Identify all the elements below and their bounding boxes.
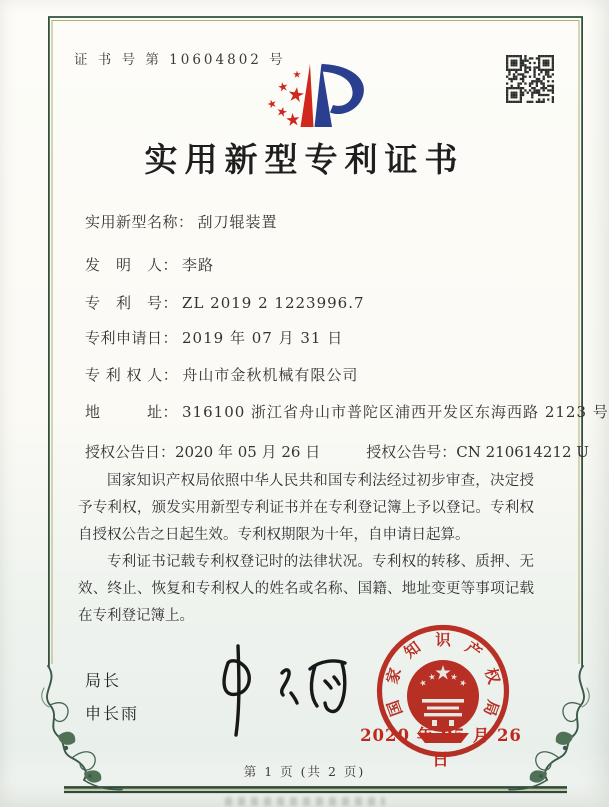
field-label: 地 址： bbox=[85, 403, 179, 421]
field-filing-date bbox=[85, 327, 343, 348]
certificate-title: 实用新型专利证书 bbox=[144, 140, 465, 179]
field-label: 发 明 人： bbox=[85, 256, 179, 274]
grant-date-label: 授权公告日： bbox=[85, 443, 176, 461]
field-label: 专利申请日： bbox=[85, 329, 179, 347]
field-value: 刮刀辊装置 bbox=[197, 213, 278, 231]
seal-char: 家 bbox=[382, 665, 405, 687]
field-value: 舟山市金秋机械有限公司 bbox=[182, 366, 359, 384]
page-indicator: 第 1 页 (共 2 页) bbox=[243, 764, 366, 779]
certificate-number: 证 书 号 第 10604802 号 bbox=[74, 52, 286, 68]
field-label: 专 利 权 人： bbox=[85, 366, 179, 384]
qr-code-icon bbox=[506, 55, 554, 103]
bleed-through-text bbox=[225, 797, 385, 806]
seal-date: 2020 年 05 月 26 日 bbox=[360, 726, 522, 769]
seal-char: 识 bbox=[435, 630, 451, 649]
signer-title: 局长 bbox=[85, 671, 122, 690]
signer-name: 申长雨 bbox=[85, 704, 140, 723]
legal-paragraph-2: 专利证书记载专利权登记时的法律状况。专利权的转移、质押、无效、终止、恢复和专利权人的姓名或名称、国籍、地址变更等事项记载在专利登记簿上。 bbox=[78, 554, 534, 624]
legal-paragraph-1: 国家知识产权局依照中华人民共和国专利法经过初步审查，决定授予专利权，颁发实用新型专利证书并在专利登记簿上予以登记。专利权自授权公告之日起生效。专利权期限为十年，自申请日起算。 bbox=[78, 473, 534, 543]
field-value: 2019 年 07 月 31 日 bbox=[182, 329, 344, 347]
cnipa-patent-logo-icon bbox=[232, 58, 377, 133]
seal-char: 知 bbox=[400, 637, 425, 662]
field-value: 316100 浙江省舟山市普陀区浦西开发区东海西路 2123 号 bbox=[182, 403, 609, 421]
field-patentee bbox=[85, 364, 358, 385]
grant-date-value: 2020 年 05 月 26 日 bbox=[175, 443, 321, 461]
legal-text-block bbox=[78, 468, 534, 630]
grant-no-value: CN 210614212 U bbox=[456, 443, 589, 461]
field-grant-row bbox=[85, 441, 589, 462]
field-value: ZL 2019 2 1223996.7 bbox=[182, 294, 365, 312]
field-utility-model-name bbox=[85, 211, 278, 232]
field-address bbox=[85, 401, 609, 422]
field-value: 李路 bbox=[182, 256, 215, 274]
field-label: 专 利 号： bbox=[85, 294, 179, 312]
field-patent-number bbox=[85, 292, 365, 313]
seal-char: 权 bbox=[481, 665, 504, 687]
seal-char: 产 bbox=[461, 637, 486, 662]
grant-no-label: 授权公告号： bbox=[366, 443, 457, 461]
seal-char: 局 bbox=[479, 697, 504, 719]
field-label: 实用新型名称： bbox=[85, 213, 194, 231]
field-inventor bbox=[85, 254, 214, 275]
handwritten-signature-icon bbox=[192, 633, 357, 745]
seal-char: 国 bbox=[382, 697, 407, 719]
